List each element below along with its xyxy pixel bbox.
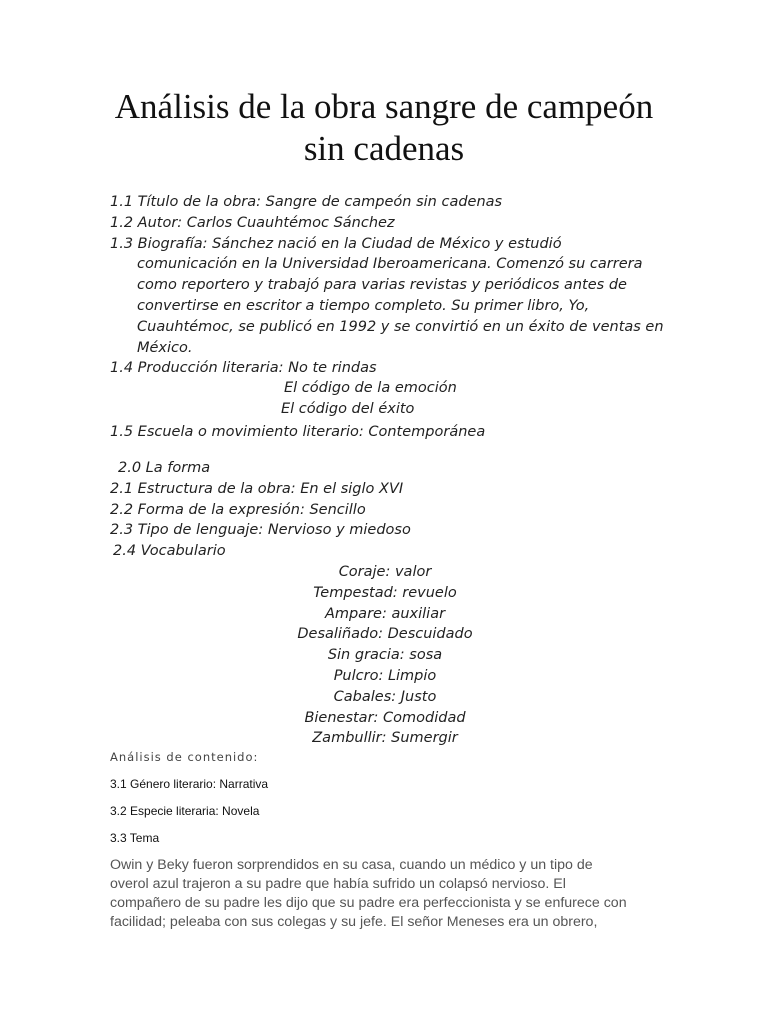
vocabulary-item: Desaliñado: Descuidado: [297, 626, 473, 643]
biography-line: convertirse en escritor a tiempo completo. Su primer libro, Yo,: [137, 297, 590, 314]
document-title: [60, 86, 708, 170]
vocabulary-item: Sin gracia: sosa: [327, 647, 443, 664]
vocabulary-item: Zambullir: Sumergir: [312, 730, 458, 747]
item-2-2: 2.2 Forma de la expresión: Sencillo: [110, 501, 366, 518]
section-2-heading: 2.0 La forma: [118, 460, 211, 476]
section-school: [110, 422, 670, 443]
biography-line: comunicación en la Universidad Iberoamericana. Comenzó su carrera: [137, 256, 643, 273]
item-3-1: 3.1 Género literario: Narrativa: [110, 777, 269, 791]
vocabulary-item: Cabales: Justo: [333, 688, 437, 705]
biography-line: como reportero y trabajó para varias revistas y periódicos antes de: [137, 277, 627, 294]
item-2-1: 2.1 Estructura de la obra: En el siglo XVI: [110, 480, 404, 497]
paragraph-line: compañero de su padre les dijo que su padre era perfeccionista y se enfurece con: [110, 895, 627, 911]
biography-line: Cuauhtémoc, se publicó en 1992 y se convirtió en un éxito de ventas en: [137, 318, 664, 335]
item-1-4: 1.4 Producción literaria: No te rindas: [110, 360, 377, 377]
content-analysis-heading: Análisis de contenido:: [110, 750, 259, 764]
vocabulary-item: Pulcro: Limpio: [333, 667, 437, 684]
theme-paragraph: [110, 856, 650, 932]
paragraph-line: facilidad; peleaba con sus colegas y su jefe. El señor Meneses era un obrero,: [110, 914, 598, 930]
biography-line: México.: [137, 339, 193, 356]
title-line-2: sin cadenas: [303, 129, 465, 168]
item-3-2: 3.2 Especie literaria: Novela: [110, 804, 260, 818]
item-1-1: 1.1 Título de la obra: Sangre de campeón sin cadenas: [110, 194, 503, 210]
vocabulary-item: Ampare: auxiliar: [324, 605, 446, 622]
section-general-data: [110, 192, 670, 379]
vocabulary-list: [200, 562, 570, 749]
vocabulary-item: Coraje: valor: [338, 564, 432, 580]
item-2-3: 2.3 Tipo de lenguaje: Nervioso y miedoso: [110, 522, 411, 539]
vocabulary-item: Bienestar: Comodidad: [304, 709, 466, 726]
paragraph-line: Owin y Beky fueron sorprendidos en su casa, cuando un médico y un tipo de: [110, 857, 593, 873]
production-item: El código de la emoción: [284, 380, 457, 396]
item-2-4: 2.4 Vocabulario: [113, 543, 226, 560]
item-3-3: 3.3 Tema: [110, 831, 160, 845]
paragraph-line: overol azul trajeron a su padre que había sufrido un colapsó nervioso. El: [110, 876, 566, 892]
vocabulary-item: Tempestad: revuelo: [313, 584, 457, 601]
item-1-5: 1.5 Escuela o movimiento literario: Contemporánea: [110, 424, 486, 440]
title-line-1: Análisis de la obra sangre de campeón: [114, 87, 654, 126]
item-1-3: 1.3 Biografía: Sánchez nació en la Ciudad de México y estudió: [110, 235, 562, 252]
production-item: El código del éxito: [281, 401, 415, 417]
section-form: [110, 458, 670, 562]
item-1-2: 1.2 Autor: Carlos Cuauhtémoc Sánchez: [110, 214, 395, 231]
